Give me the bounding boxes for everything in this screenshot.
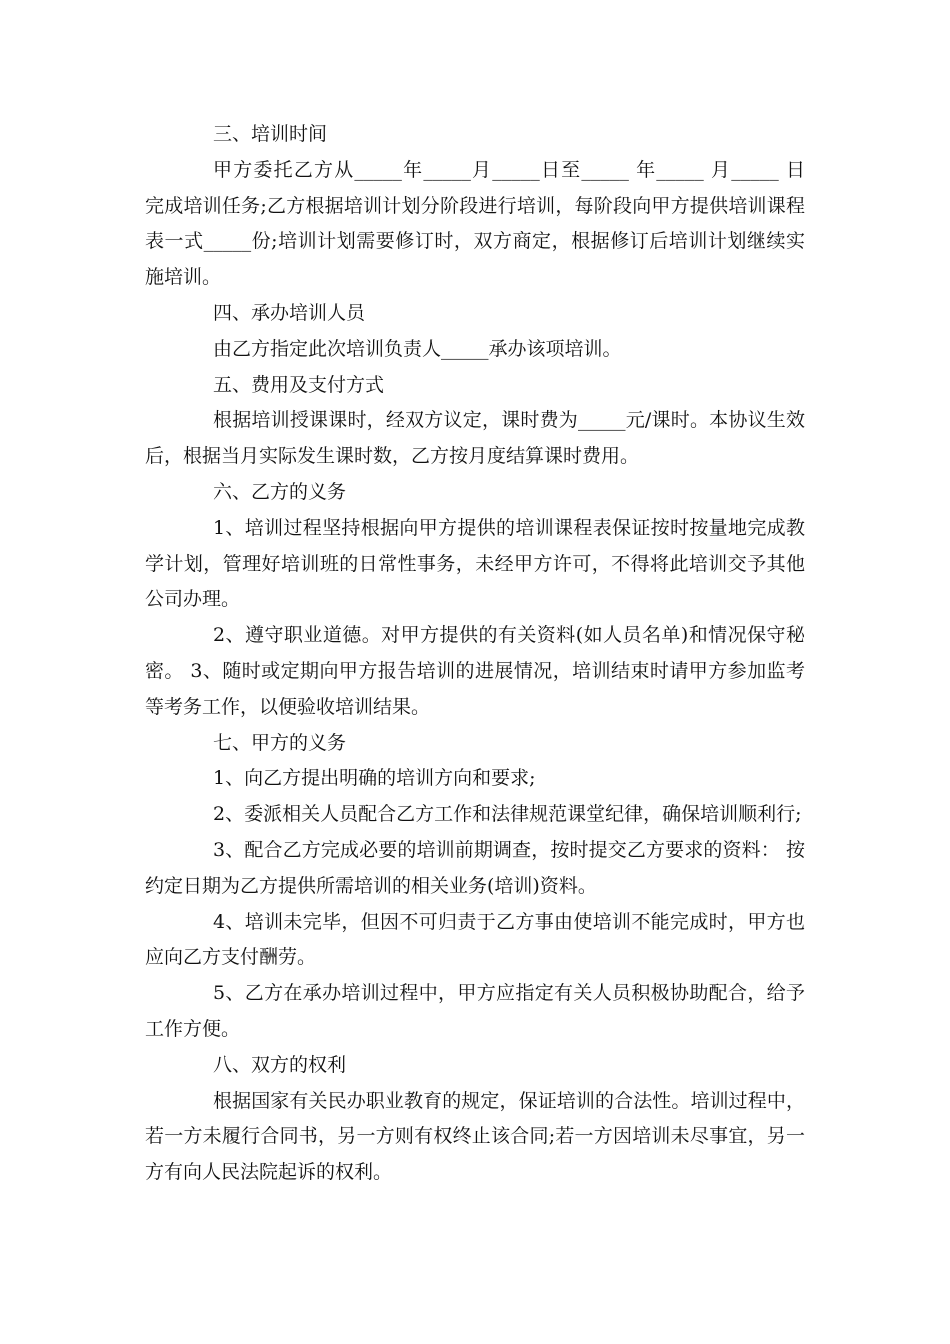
section-training-time (145, 117, 805, 296)
paragraph-line: 2、遵守职业道德。对甲方提供的有关资料(如人员名单)和情况保守秘 (213, 624, 805, 647)
paragraph-line: 2、委派相关人员配合乙方工作和法律规范课堂纪律，确保培训顺利行; (213, 803, 802, 826)
paragraph-line: 完成培训任务;乙方根据培训计划分阶段进行培训，每阶段向甲方提供培训课程 (145, 194, 805, 217)
section-heading: 三、培训时间 (213, 123, 328, 145)
section-heading: 五、费用及支付方式 (213, 373, 385, 396)
paragraph-line: 施培训。 (145, 266, 222, 289)
section-heading: 四、承办培训人员 (213, 301, 366, 324)
section-party-a-obligations (145, 726, 805, 1048)
paragraph-line: 若一方未履行合同书，另一方则有权终止该合同;若一方因培训未尽事宜，另一 (145, 1125, 805, 1148)
paragraph-line: 1、向乙方提出明确的培训方向和要求; (213, 767, 536, 790)
paragraph-line: 由乙方指定此次培训负责人_____承办该项培训。 (213, 337, 622, 360)
paragraph (145, 797, 805, 833)
paragraph (145, 905, 805, 977)
paragraph-line: 工作方便。 (145, 1017, 241, 1040)
section-fees-payment (145, 368, 805, 475)
paragraph-line: 甲方委托乙方从_____年_____月_____日至_____ 年_____ 月_____ 日 (213, 158, 805, 181)
paragraph (145, 153, 805, 296)
paragraph-line: 公司办理。 (145, 588, 241, 611)
paragraph-line: 4、培训未完毕，但因不可归责于乙方事由使培训不能完成时，甲方也 (213, 910, 805, 933)
paragraph-line: 根据培训授课课时，经双方议定，课时费为_____元/课时。本协议生效 (213, 409, 805, 432)
paragraph-line: 等考务工作，以便验收培训结果。 (145, 695, 431, 718)
paragraph-line: 密。 3、随时或定期向甲方报告培训的进展情况，培训结束时请甲方参加监考 (145, 659, 805, 682)
paragraph-line: 5、乙方在承办培训过程中，甲方应指定有关人员积极协助配合，给予 (213, 982, 805, 1005)
paragraph (145, 403, 805, 475)
paragraph-line: 学计划，管理好培训班的日常性事务，未经甲方许可，不得将此培训交予其他 (145, 552, 805, 575)
paragraph-line: 约定日期为乙方提供所需培训的相关业务(培训)资料。 (145, 874, 597, 897)
section-trainer (145, 296, 805, 368)
paragraph-line: 表一式_____份;培训计划需要修订时，双方商定，根据修订后培训计划继续实 (145, 230, 805, 253)
section-party-b-obligations (145, 475, 805, 726)
paragraph (145, 761, 805, 797)
section-rights (145, 1048, 805, 1191)
paragraph (145, 332, 805, 368)
paragraph (145, 511, 805, 618)
section-heading: 六、乙方的义务 (213, 480, 347, 503)
document-page (145, 117, 805, 1191)
paragraph-line: 3、配合乙方完成必要的培训前期调查，按时提交乙方要求的资料： 按 (213, 838, 805, 861)
paragraph-line: 方有向人民法院起诉的权利。 (145, 1161, 393, 1184)
paragraph-line: 后，根据当月实际发生课时数，乙方按月度结算课时费用。 (145, 445, 640, 468)
paragraph (145, 833, 805, 905)
paragraph-line: 应向乙方支付酬劳。 (145, 946, 317, 969)
paragraph (145, 1084, 805, 1191)
paragraph-line: 根据国家有关民办职业教育的规定，保证培训的合法性。培训过程中， (213, 1089, 805, 1112)
paragraph-line: 1、培训过程坚持根据向甲方提供的培训课程表保证按时按量地完成教 (213, 516, 805, 539)
section-heading: 七、甲方的义务 (213, 731, 347, 754)
paragraph (145, 618, 805, 725)
section-heading: 八、双方的权利 (213, 1053, 347, 1076)
paragraph (145, 976, 805, 1048)
